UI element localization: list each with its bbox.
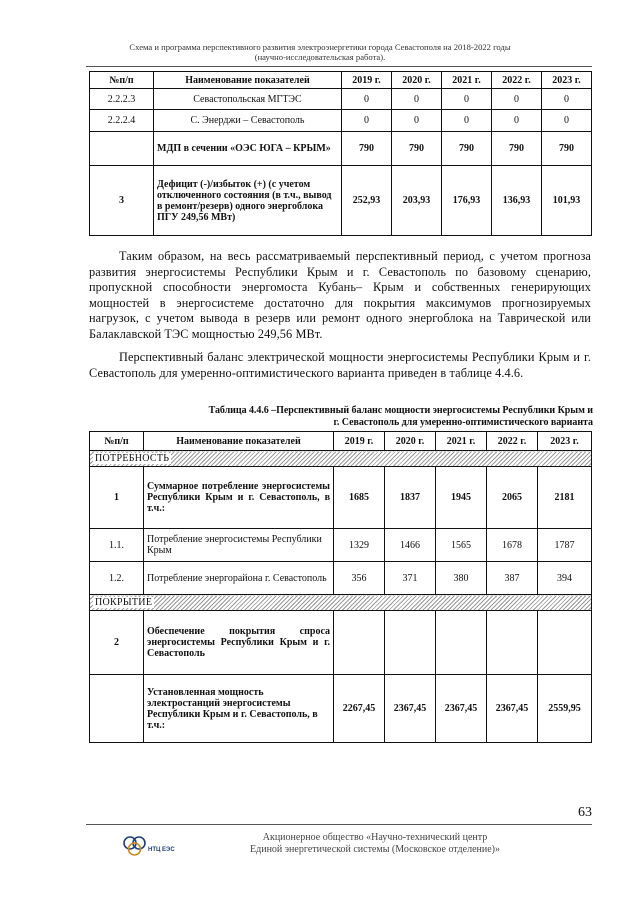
cell-2022: 0: [492, 89, 542, 110]
table-header-row: [90, 72, 592, 89]
section-row-demand: [90, 451, 592, 467]
cell-2021: 1565: [436, 529, 487, 562]
cell-2020: 0: [392, 89, 442, 110]
cell-2021: 380: [436, 562, 487, 595]
cell-2023: 790: [542, 132, 592, 166]
cell-2021: 1945: [436, 467, 487, 529]
cell-2019: 356: [334, 562, 385, 595]
cell-2023: 0: [542, 89, 592, 110]
table-row: [90, 562, 592, 595]
cell-2020: [385, 611, 436, 675]
table-4-4-6: [89, 431, 592, 743]
cell-2019: 0: [342, 110, 392, 132]
cell-2019: 1329: [334, 529, 385, 562]
row-num: [90, 132, 154, 166]
cell-2019: 0: [342, 89, 392, 110]
row-num: 2: [90, 611, 144, 675]
section-label: [90, 595, 592, 611]
cell-2020: 0: [392, 110, 442, 132]
cell-2022: 1678: [487, 529, 538, 562]
col-header-2020: 2020 г.: [392, 72, 442, 89]
row-num: 3: [90, 166, 154, 236]
row-name: Севастопольская МГТЭС: [154, 89, 342, 110]
cell-2019: 252,93: [342, 166, 392, 236]
cell-2019: 1685: [334, 467, 385, 529]
page-header: [70, 42, 570, 62]
table-header-row: [90, 432, 592, 451]
page-footer: [210, 832, 540, 856]
cell-2022: 2065: [487, 467, 538, 529]
header-divider: [86, 66, 592, 67]
table-row: [90, 132, 592, 166]
section-row-coverage: [90, 595, 592, 611]
table-row: [90, 611, 592, 675]
col-header-2019: 2019 г.: [334, 432, 385, 451]
cell-2020: 790: [392, 132, 442, 166]
col-header-2022: 2022 г.: [492, 72, 542, 89]
body-paragraph-1: Таким образом, на весь рассматриваемый перспективный период, с учетом прогноза развития энергосистемы Республики Крым и г. Севастополь по базовому сценарию, пропускной способности энергомоста Кубань– Крым и собственных генерирующих мощностей в энергосистеме достаточно для покрытия максимумов прогнозируемых нагрузок, с учетом вывода в резерв или ремонт одного энергоблока на Таврической или Балаклавской ТЭС мощностью 249,56 МВт.: [89, 249, 591, 341]
table-row: [90, 467, 592, 529]
section-title-demand: ПОТРЕБНОСТЬ: [95, 453, 170, 464]
company-logo-icon: [120, 832, 180, 862]
col-header-name: Наименование показателей: [144, 432, 334, 451]
cell-2020: 1837: [385, 467, 436, 529]
table-caption: [89, 405, 593, 429]
table-continued: [89, 71, 592, 236]
cell-2020: 1466: [385, 529, 436, 562]
footer-line-1: Акционерное общество «Научно-технический центр: [262, 832, 488, 843]
cell-2022: 2367,45: [487, 675, 538, 743]
row-num: [90, 675, 144, 743]
row-num: 1.2.: [90, 562, 144, 595]
cell-2019: [334, 611, 385, 675]
footer-divider: [86, 824, 592, 825]
row-num: 2.2.2.4: [90, 110, 154, 132]
cell-2023: [538, 611, 592, 675]
col-header-2020: 2020 г.: [385, 432, 436, 451]
col-header-2019: 2019 г.: [342, 72, 392, 89]
header-line-1: Схема и программа перспективного развития электроэнергетики города Севастополя на 2018-2022 годы: [129, 42, 511, 52]
cell-2022: 136,93: [492, 166, 542, 236]
table-row: [90, 529, 592, 562]
col-header-num: №п/п: [90, 72, 154, 89]
body-paragraph-2: Перспективный баланс электрической мощности энергосистемы Республики Крым и г. Севастополь для умеренно-оптимистического варианта приведен в таблице 4.4.6.: [89, 350, 591, 380]
col-header-2021: 2021 г.: [436, 432, 487, 451]
row-name: Обеспечение покрытия спроса энергосистемы Республики Крым и г. Севастополь: [144, 611, 334, 675]
table-row: [90, 89, 592, 110]
cell-2023: 2181: [538, 467, 592, 529]
cell-2023: 394: [538, 562, 592, 595]
cell-2023: 101,93: [542, 166, 592, 236]
cell-2022: 387: [487, 562, 538, 595]
cell-2022: 790: [492, 132, 542, 166]
cell-2023: 1787: [538, 529, 592, 562]
cell-2023: 0: [542, 110, 592, 132]
col-header-2021: 2021 г.: [442, 72, 492, 89]
cell-2021: 176,93: [442, 166, 492, 236]
row-name: Потребление энергорайона г. Севастополь: [144, 562, 334, 595]
cell-2019: 2267,45: [334, 675, 385, 743]
page-number: 63: [578, 805, 592, 820]
row-num: 1.1.: [90, 529, 144, 562]
row-name: МДП в сечении «ОЭС ЮГА – КРЫМ»: [154, 132, 342, 166]
cell-2021: 790: [442, 132, 492, 166]
cell-2019: 790: [342, 132, 392, 166]
section-label: [90, 451, 592, 467]
cell-2021: [436, 611, 487, 675]
row-num: 2.2.2.3: [90, 89, 154, 110]
table-row: [90, 166, 592, 236]
cell-2020: 203,93: [392, 166, 442, 236]
row-name: Потребление энергосистемы Республики Крым: [144, 529, 334, 562]
section-title-coverage: ПОКРЫТИЕ: [95, 597, 153, 608]
col-header-num: №п/п: [90, 432, 144, 451]
cell-2020: 371: [385, 562, 436, 595]
logo-text: НТЦ ЕЭС: [148, 847, 175, 853]
cell-2022: 0: [492, 110, 542, 132]
row-name: Суммарное потребление энергосистемы Республики Крым и г. Севастополь, в т.ч.:: [144, 467, 334, 529]
table-row: [90, 675, 592, 743]
cell-2022: [487, 611, 538, 675]
row-num: 1: [90, 467, 144, 529]
cell-2020: 2367,45: [385, 675, 436, 743]
row-name: Установленная мощность электростанций энергосистемы Республики Крым и г. Севастополь, в т.ч.:: [144, 675, 334, 743]
row-name: С. Энерджи – Севастополь: [154, 110, 342, 132]
col-header-2023: 2023 г.: [538, 432, 592, 451]
table-row: [90, 110, 592, 132]
cell-2023: 2559,95: [538, 675, 592, 743]
cell-2021: 0: [442, 110, 492, 132]
cell-2021: 0: [442, 89, 492, 110]
caption-line-1: Таблица 4.4.6 –Перспективный баланс мощности энергосистемы Республики Крым и: [208, 405, 593, 416]
col-header-name: Наименование показателей: [154, 72, 342, 89]
col-header-2023: 2023 г.: [542, 72, 592, 89]
footer-line-2: Единой энергетической системы (Московское отделение)»: [250, 844, 500, 855]
cell-2021: 2367,45: [436, 675, 487, 743]
col-header-2022: 2022 г.: [487, 432, 538, 451]
row-name: Дефицит (-)/избыток (+) (с учетом отключенного состояния (в т.ч., вывод в ремонт/резерв) одного энергоблока ПГУ 249,56 МВт): [154, 166, 342, 236]
header-line-2: (научно-исследовательская работа).: [254, 52, 386, 62]
caption-line-2: г. Севастополь для умеренно-оптимистического варианта: [333, 417, 593, 428]
